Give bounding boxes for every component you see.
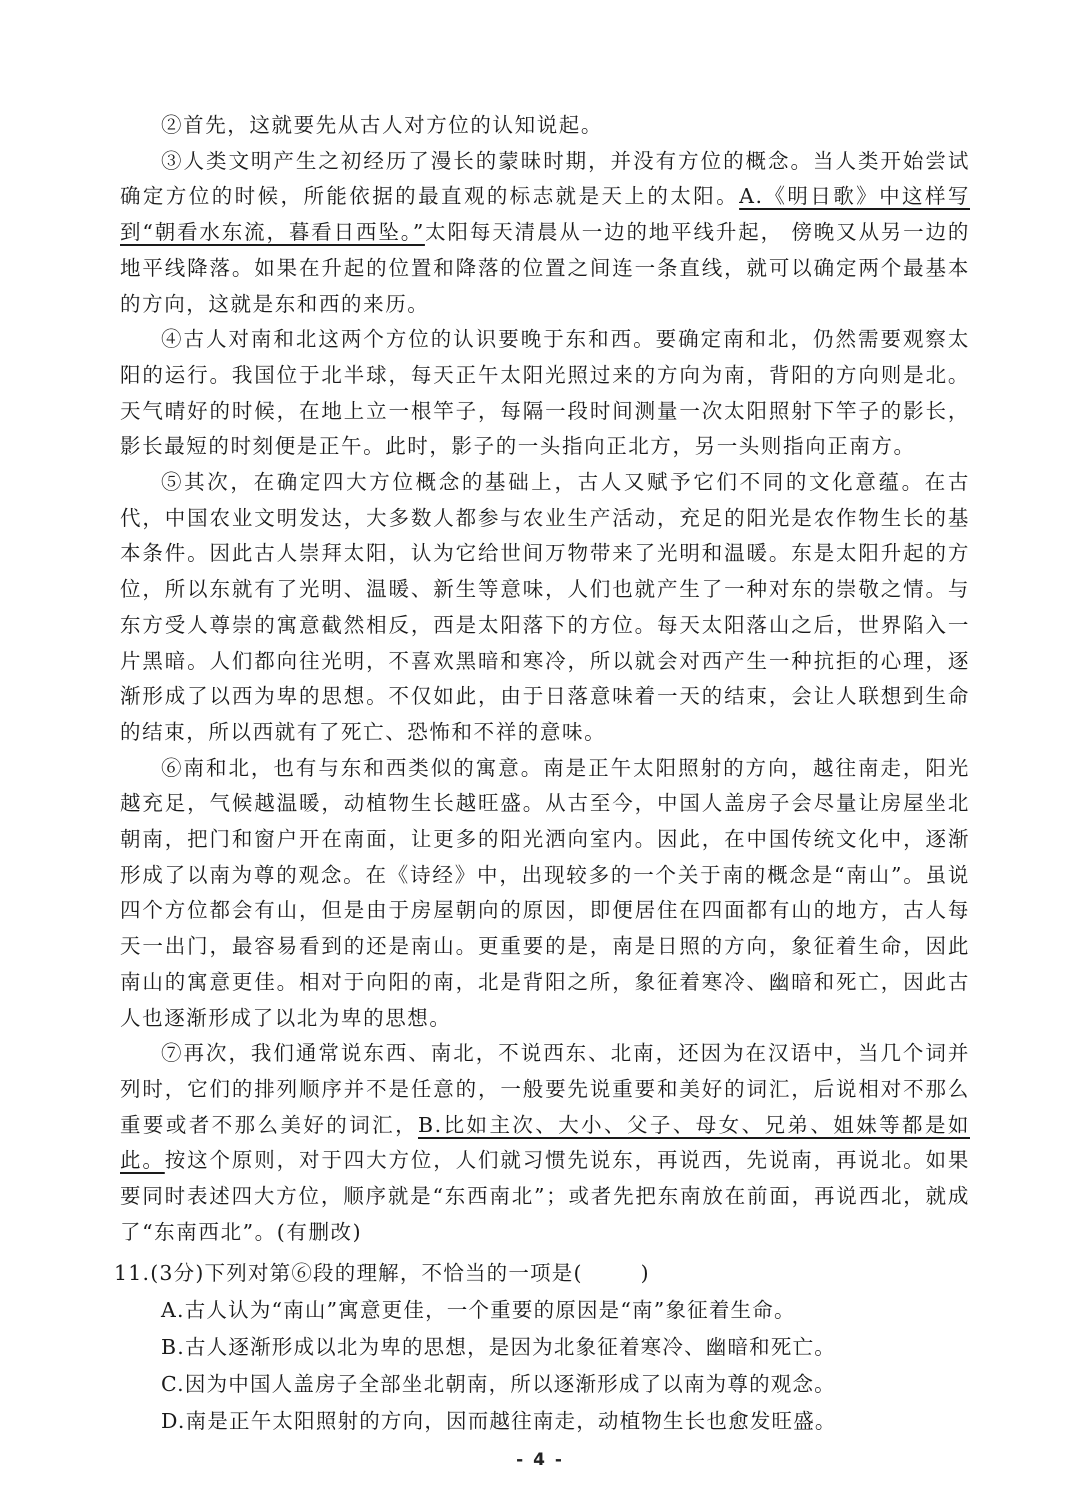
option-c: C.因为中国人盖房子全部坐北朝南，所以逐渐形成了以南为尊的观念。	[161, 1371, 836, 1396]
question-11	[114, 1255, 970, 1440]
paragraph-2-text: ②首先，这就要先从古人对方位的认知说起。	[161, 113, 603, 137]
paragraph-4	[120, 322, 970, 465]
question-number: 11.	[114, 1260, 151, 1285]
underlined-sentence-a: A.《明日歌》中这样写到“朝看水东流，暮看日西坠。”	[120, 184, 970, 245]
paragraph-3	[120, 144, 970, 323]
question-text: 下列对第⑥段的理解，不恰当的一项是(	[204, 1260, 583, 1285]
paragraph-7-text-end: 按这个原则，对于四大方位，人们就习惯先说东，再说西，先说南，再说北。如果要同时表述四大方位，顺序就是“东西南北”；或者先把东南放在前面，再说西北，就成了“东南西北”。(有删改)	[120, 1148, 970, 1244]
paragraph-6-text: ⑥南和北，也有与东和西类似的寓意。南是正午太阳照射的方向，越往南走，阳光越充足，气候越温暖，动植物生长越旺盛。从古至今，中国人盖房子会尽量让房屋坐北朝南，把门和窗户开在南面，让更多的阳光洒向室内。因此，在中国传统文化中，逐渐形成了以南为尊的观念。在《诗经》中，出现较多的一个关于南的概念是“南山”。虽说四个方位都会有山，但是由于房屋朝向的原因，即便居住在四面都有山的地方，古人每天一出门，最容易看到的还是南山。更重要的是，南是日照的方向，象征着生命，因此南山的寓意更佳。相对于向阳的南，北是背阳之所，象征着寒冷、幽暗和死亡，因此古人也逐渐形成了以北为卑的思想。	[120, 755, 970, 1030]
paragraph-5	[120, 465, 970, 751]
document-page	[114, 108, 971, 1440]
paragraph-5-text: ⑤其次，在确定四大方位概念的基础上，古人又赋予它们不同的文化意蕴。在古代，中国农业文明发达，大多数人都参与农业生产活动，充足的阳光是农作物生长的基本条件。因此古人崇拜太阳，认为它给世间万物带来了光明和温暖。东是太阳升起的方位，所以东就有了光明、温暖、新生等意味，人们也就产生了一种对东的崇敬之情。与东方受人尊崇的寓意截然相反，西是太阳落下的方位。每天太阳落山之后，世界陷入一片黑暗。人们都向往光明，不喜欢黑暗和寒冷，所以就会对西产生一种抗拒的心理，逐渐形成了以西为卑的思想。不仅如此，由于日落意味着一天的结束，会让人联想到生命的结束，所以西就有了死亡、恐怖和不祥的意味。	[120, 470, 970, 744]
paragraph-6	[120, 751, 970, 1037]
underlined-sentence-b: B.比如主次、大小、父子、母女、兄弟、姐妹等都是如此。	[120, 1112, 970, 1173]
paragraph-7-text-start: ⑦再次，我们通常说东西、南北，不说西东、北南，还因为在汉语中，当几个词并列时，它们的排列顺序并不是任意的，一般要先说重要和美好的词汇，后说相对不那么重要或者不那么美好的词汇，	[120, 1041, 970, 1137]
option-a: A.古人认为“南山”寓意更佳，一个重要的原因是“南”象征着生命。	[161, 1297, 796, 1322]
paragraph-3-text-start: ③人类文明产生之初经历了漫长的蒙昧时期，并没有方位的概念。当人类开始尝试确定方位的时候，所能依据的最直观的标志就是天上的太阳。	[120, 148, 970, 209]
option-d: D.南是正午太阳照射的方向，因而越往南走，动植物生长也愈发旺盛。	[161, 1408, 837, 1433]
paragraph-3-text-end: 太阳每天清晨从一边的地平线升起， 傍晚又从另一边的地平线降落。如果在升起的位置和降落的位置之间连一条直线，就可以确定两个最基本的方向，这就是东和西的来历。	[120, 220, 971, 316]
option-b: B.古人逐渐形成以北为卑的思想，是因为北象征着寒冷、幽暗和死亡。	[161, 1334, 836, 1359]
page-number: - 4 -	[516, 1450, 564, 1470]
question-close-paren: )	[640, 1260, 650, 1285]
paragraph-2	[120, 108, 970, 144]
question-score: (3分)	[150, 1260, 205, 1285]
question-stem	[114, 1255, 970, 1292]
paragraph-7	[120, 1036, 970, 1250]
paragraph-4-text: ④古人对南和北这两个方位的认识要晚于东和西。要确定南和北，仍然需要观察太阳的运行。我国位于北半球，每天正午太阳光照过来的方向为南，背阳的方向则是北。天气晴好的时候，在地上立一根竿子，每隔一段时间测量一次太阳照射下竿子的影长，影长最短的时刻便是正午。此时，影子的一头指向正北方，另一头则指向正南方。	[120, 327, 970, 459]
answer-options	[120, 1292, 970, 1440]
